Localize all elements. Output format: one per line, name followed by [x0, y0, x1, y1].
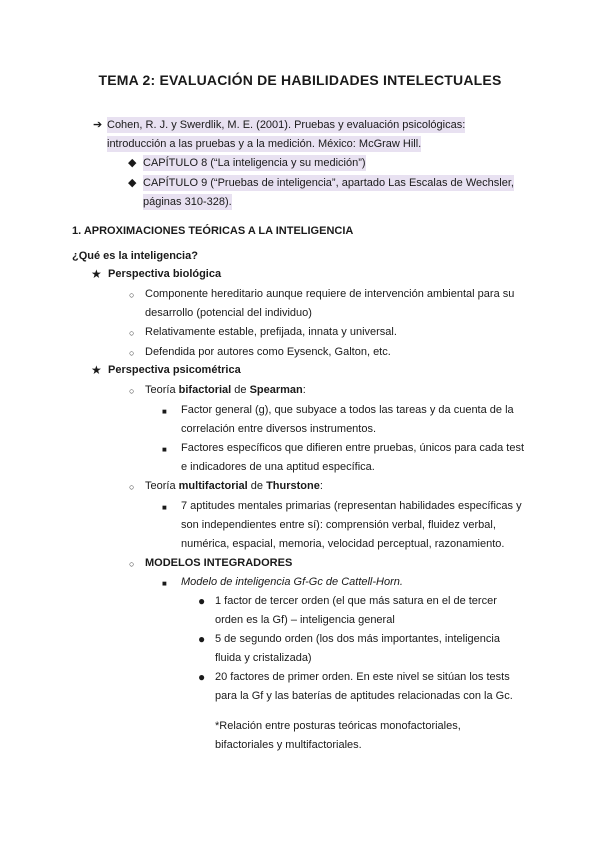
- integradores-point-1-line-1: 1 factor de tercer orden (el que más satura en el de tercer: [215, 595, 497, 607]
- dot-bullet-icon: ●: [198, 594, 206, 608]
- modelos-integradores-label: MODELOS INTEGRADORES: [145, 557, 293, 569]
- star-bullet-icon: ★: [91, 267, 102, 281]
- page-title: TEMA 2: EVALUACIÓN DE HABILIDADES INTELECTUALES: [98, 72, 502, 88]
- integradores-point-2-line-1: 5 de segundo orden (los dos más importantes, inteligencia: [215, 633, 500, 645]
- biologica-item-2: Relativamente estable, prefijada, innata y universal.: [145, 326, 397, 338]
- multifactorial-sub-1-line-1: 7 aptitudes mentales primarias (representan habilidades específicas y: [181, 500, 522, 512]
- integradores-point-1-line-2: orden es la Gf) – inteligencia general: [215, 614, 395, 626]
- perspectiva-psicometrica-label: Perspectiva psicométrica: [108, 364, 241, 376]
- biologica-item-1-line-2: desarrollo (potencial del individuo): [145, 307, 312, 319]
- section-question: ¿Qué es la inteligencia?: [72, 250, 198, 262]
- circle-bullet-icon: ○: [129, 348, 135, 358]
- square-bullet-icon: ■: [162, 503, 167, 512]
- bifactorial-sub-1-line-2: correlación entre diversos instrumentos.: [181, 423, 377, 435]
- circle-bullet-icon: ○: [129, 386, 135, 396]
- integradores-point-3-line-2: para la Gf y las baterías de aptitudes relacionadas con la Gc.: [215, 690, 513, 702]
- integradores-point-3-line-1: 20 factores de primer orden. En este nivel se sitúan los tests: [215, 671, 510, 683]
- reference-line-2: introducción a las pruebas y a la medición. México: McGraw Hill.: [107, 138, 422, 150]
- reference-line-1: Cohen, R. J. y Swerdlik, M. E. (2001). Pruebas y evaluación psicológicas:: [107, 119, 466, 131]
- circle-bullet-icon: ○: [129, 482, 135, 492]
- multifactorial-sub-1-line-2: son independientes entre sí): comprensión verbal, fluidez verbal,: [181, 519, 496, 531]
- square-bullet-icon: ■: [162, 445, 167, 454]
- square-bullet-icon: ■: [162, 407, 167, 416]
- circle-bullet-icon: ○: [129, 328, 135, 338]
- bifactorial-sub-2-line-1: Factores específicos que difieren entre pruebas, únicos para cada test: [181, 442, 525, 454]
- diamond-bullet-icon: ◆: [128, 157, 137, 169]
- chapter-8-item: CAPÍTULO 8 (“La inteligencia y su medición”): [143, 157, 366, 169]
- chapter-9-item-line-1: CAPÍTULO 9 (“Pruebas de inteligencia”, apartado Las Escalas de Wechsler,: [143, 177, 514, 189]
- integradores-point-2-line-2: fluida y cristalizada): [215, 652, 312, 664]
- chapter-9-item-line-2: páginas 310-328).: [143, 196, 232, 208]
- circle-bullet-icon: ○: [129, 290, 135, 300]
- bifactorial-sub-1-line-1: Factor general (g), que subyace a todos las tareas y da cuenta de la: [181, 404, 514, 416]
- bifactorial-sub-2-line-2: e indicadores de una aptitud específica.: [181, 461, 375, 473]
- teoria-bifactorial: Teoría bifactorial de Spearman:: [145, 384, 306, 396]
- modelo-cattell-horn: Modelo de inteligencia Gf-Gc de Cattell-Horn.: [181, 576, 403, 588]
- square-bullet-icon: ■: [162, 579, 167, 588]
- circle-bullet-icon: ○: [129, 559, 135, 569]
- biologica-item-1-line-1: Componente hereditario aunque requiere de intervención ambiental para su: [145, 288, 515, 300]
- note-line-2: bifactoriales y multifactoriales.: [215, 739, 362, 751]
- note-line-1: *Relación entre posturas teóricas monofactoriales,: [215, 720, 461, 732]
- perspectiva-biologica-label: Perspectiva biológica: [108, 268, 222, 280]
- multifactorial-sub-1-line-3: numérica, espacial, memoria, velocidad perceptual, razonamiento.: [181, 538, 505, 550]
- biologica-item-3: Defendida por autores como Eysenck, Galton, etc.: [145, 346, 391, 358]
- section-heading: 1. APROXIMACIONES TEÓRICAS A LA INTELIGENCIA: [72, 225, 354, 237]
- dot-bullet-icon: ●: [198, 632, 206, 646]
- teoria-multifactorial: Teoría multifactorial de Thurstone:: [145, 480, 323, 492]
- arrow-bullet-icon: ➔: [93, 119, 103, 131]
- dot-bullet-icon: ●: [198, 670, 206, 684]
- diamond-bullet-icon: ◆: [128, 177, 137, 189]
- star-bullet-icon: ★: [91, 363, 102, 377]
